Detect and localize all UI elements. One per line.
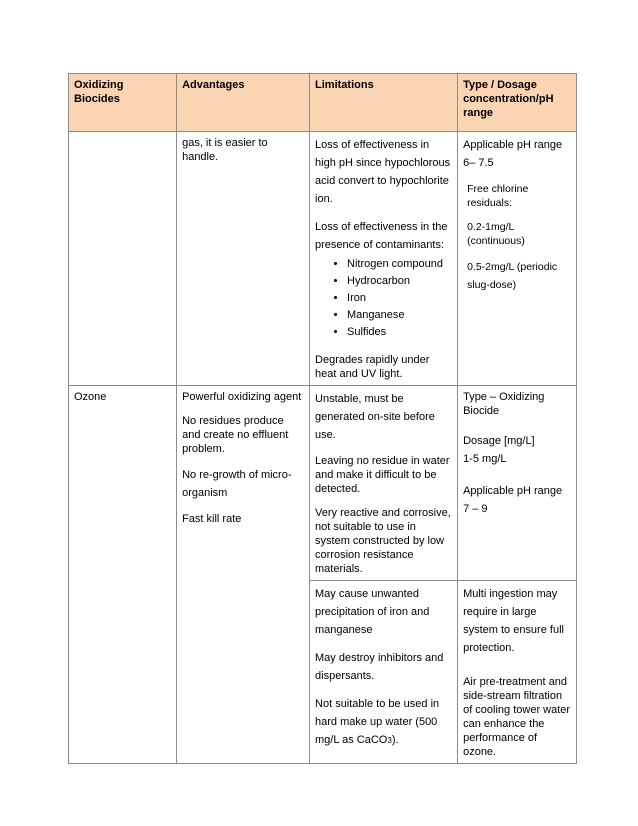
- header-row: [69, 74, 577, 132]
- list-item: • Hydrocarbon: [347, 273, 452, 290]
- limitation-text: Very reactive and corrosive, not suitable to use in system constructed by low corrosion resistance materials.: [315, 507, 451, 575]
- dosage-note: Multi ingestion may require in large system to ensure full protection.: [463, 588, 564, 654]
- header-advantages: Advantages: [177, 74, 310, 132]
- advantage-text: Powerful oxidizing agent: [182, 391, 302, 403]
- ph-range-value: 7 – 9: [463, 503, 488, 515]
- ph-range-label: Applicable pH range: [463, 485, 563, 497]
- cell-dosage: [458, 132, 577, 386]
- header-dosage: Type / Dosage concentration/pH range: [458, 74, 577, 132]
- cell-limitations: [310, 581, 458, 764]
- dosage-label: Dosage [mg/L]: [463, 435, 535, 447]
- list-item: • Sulfides: [347, 324, 452, 341]
- cell-dosage: [458, 386, 577, 581]
- cell-dosage: [458, 581, 577, 764]
- limitation-text: Degrades rapidly under heat and UV light.: [315, 354, 430, 380]
- contaminant-list: [315, 256, 452, 341]
- table-row-ozone: [69, 386, 577, 581]
- advantage-text: gas, it is easier to handle.: [182, 137, 268, 163]
- ph-range-label: Applicable pH range: [463, 139, 563, 151]
- cell-biocide: Ozone: [69, 386, 177, 764]
- continuous-dose: 0.2-1mg/L (continuous): [467, 221, 525, 247]
- cell-limitations: [310, 132, 458, 386]
- limitation-text: Leaving no residue in water and make it difficult to be detected.: [315, 455, 450, 495]
- advantage-text: No re-growth of micro-organism: [182, 469, 292, 499]
- table-row-chlorine: [69, 132, 577, 386]
- slug-dose: 0.5-2mg/L (periodic slug-dose): [467, 261, 558, 291]
- dosage-note: Air pre-treatment and side-stream filtration of cooling tower water can enhance the performance of ozone.: [463, 676, 571, 758]
- cell-advantages: [177, 386, 310, 764]
- dosage-value: 1-5 mg/L: [463, 453, 507, 465]
- limitation-text: Not suitable to be used in hard make up water (500 mg/L as CaCO3).: [315, 698, 440, 746]
- list-item: • Iron: [347, 290, 452, 307]
- limitation-text: Loss of effectiveness in high pH since hypochlorous acid convert to hypochlorite ion.: [315, 139, 451, 205]
- list-item: • Manganese: [347, 307, 452, 324]
- limitation-text: May cause unwanted precipitation of iron and manganese: [315, 588, 430, 636]
- cell-limitations: [310, 386, 458, 581]
- limitation-text: Unstable, must be generated on-site before use.: [315, 393, 435, 441]
- advantage-text: Fast kill rate: [182, 513, 242, 525]
- limitation-text: May destroy inhibitors and dispersants.: [315, 652, 444, 682]
- advantage-text: No residues produce and create no effluent problem.: [182, 415, 289, 455]
- cell-advantages: [177, 132, 310, 386]
- header-oxidizing-biocides: Oxidizing Biocides: [69, 74, 177, 132]
- free-chlorine-label: Free chlorine residuals:: [467, 183, 529, 209]
- biocide-table: [68, 73, 577, 764]
- header-limitations: Limitations: [310, 74, 458, 132]
- ph-range-value: 6– 7.5: [463, 157, 494, 169]
- type-text: Type – Oxidizing Biocide: [463, 391, 545, 417]
- cell-biocide: [69, 132, 177, 386]
- list-item: • Nitrogen compound: [347, 256, 452, 273]
- limitation-text: Loss of effectiveness in the presence of contaminants:: [315, 221, 448, 251]
